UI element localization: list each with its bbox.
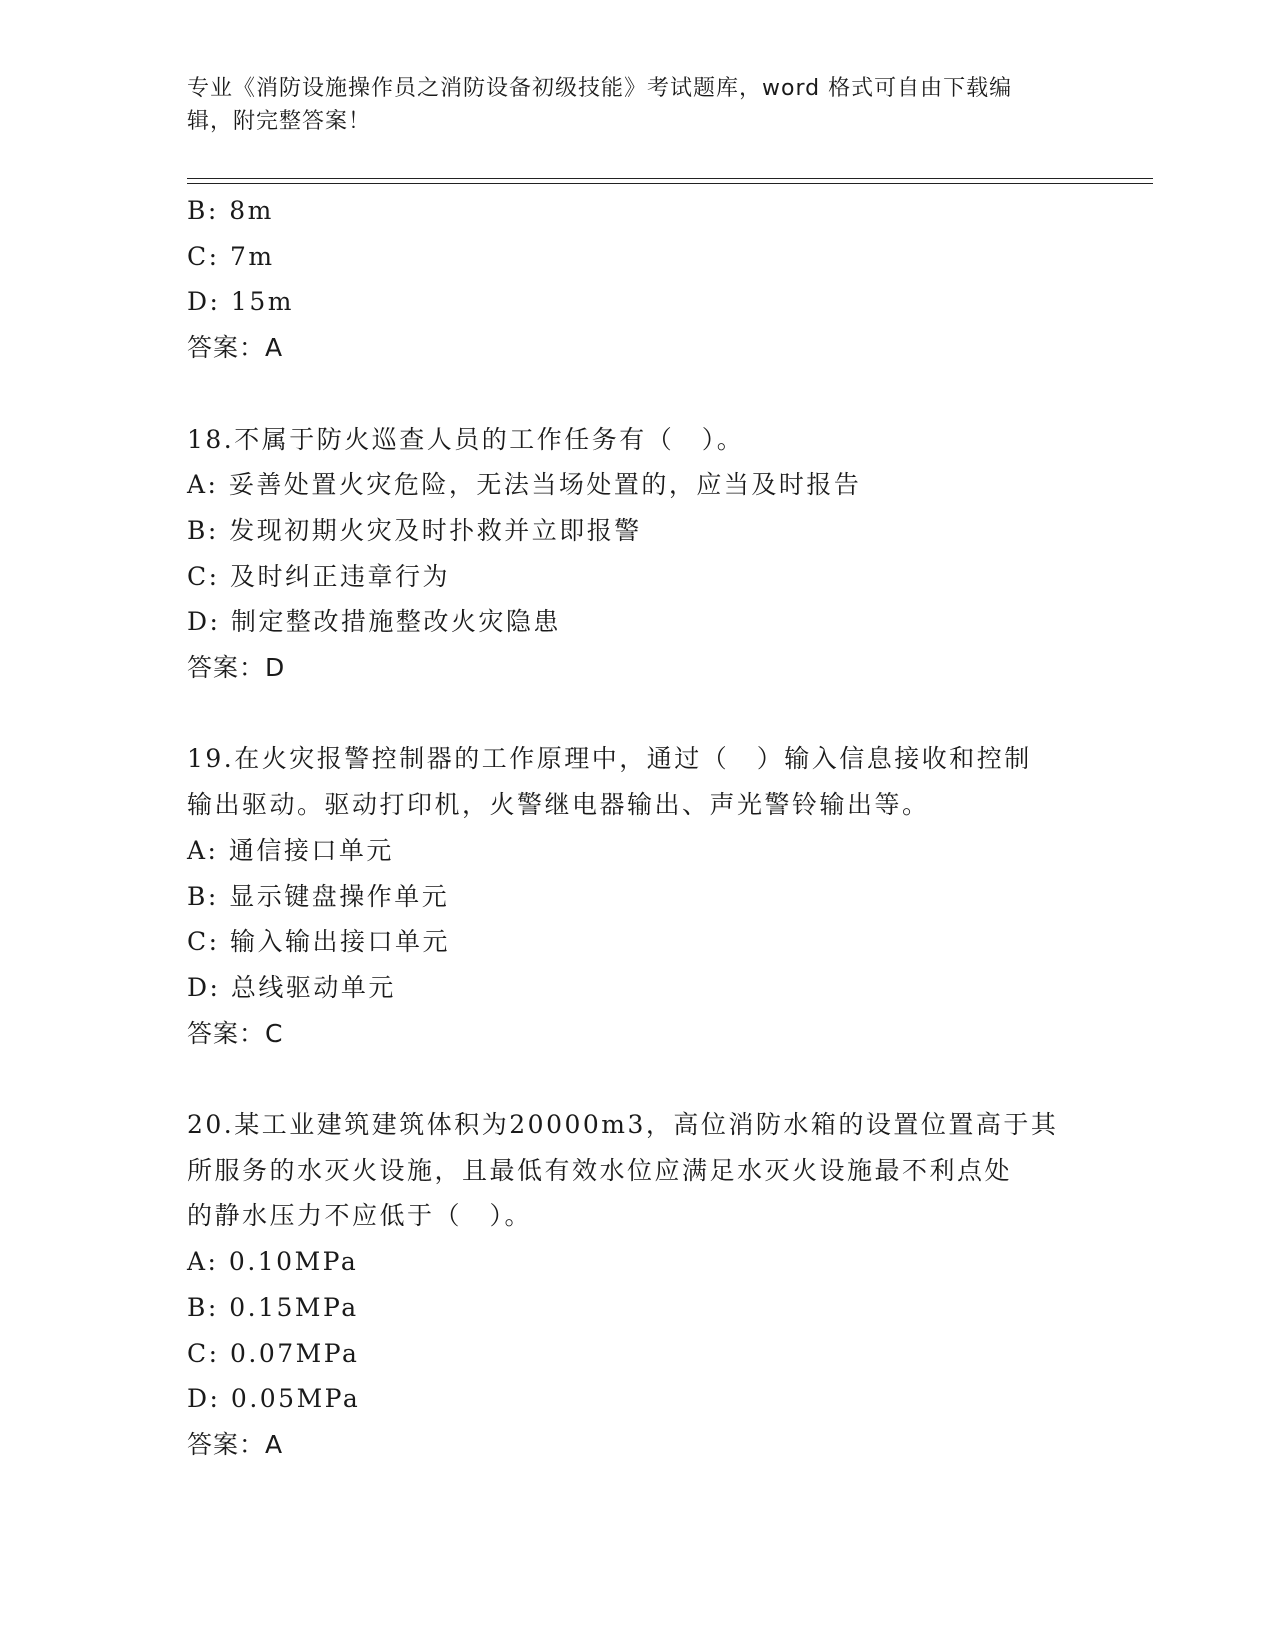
header-line-1: 专业《消防设施操作员之消防设备初级技能》考试题库，word 格式可自由下载编	[187, 76, 1013, 101]
question-20	[187, 1102, 1087, 1468]
answer-line: 答案：D	[187, 653, 286, 683]
spacer	[187, 1056, 1087, 1102]
question-17-tail	[187, 188, 1087, 371]
spacer	[187, 371, 1087, 417]
question-list	[187, 188, 1087, 1468]
option-a: A: 妥善处置火灾危险，无法当场处置的，应当及时报告	[187, 470, 862, 500]
option-a: A: 通信接口单元	[187, 835, 394, 865]
option-a: A: 0.10MPa	[187, 1247, 359, 1277]
option-b: B: 发现初期火灾及时扑救并立即报警	[187, 515, 642, 545]
option-d: D: 总线驱动单元	[187, 972, 396, 1002]
question-stem-cont: 输出驱动。驱动打印机，火警继电器输出、声光警铃输出等。	[187, 790, 930, 820]
option-c: C: 及时纠正违章行为	[187, 561, 450, 591]
option-b: B: 8m	[187, 196, 274, 225]
option-d: D: 0.05MPa	[187, 1384, 361, 1414]
option-c: C: 0.07MPa	[187, 1338, 360, 1368]
header-line-2: 辑，附完整答案！	[187, 109, 372, 134]
header-rule-top	[187, 178, 1153, 179]
question-stem-cont: 的静水压力不应低于（ ）。	[187, 1201, 533, 1231]
option-c: C: 输入输出接口单元	[187, 927, 450, 957]
question-stem-cont: 所服务的水灭火设施，且最低有效水位应满足水灭火设施最不利点处	[187, 1155, 1013, 1185]
answer-line: 答案：C	[187, 1018, 284, 1048]
question-stem: 20.某工业建筑建筑体积为20000m3，高位消防水箱的设置位置高于其	[187, 1110, 1059, 1140]
spacer	[187, 691, 1087, 737]
answer-line: 答案：A	[187, 1429, 284, 1459]
option-d: D: 15m	[187, 287, 294, 317]
header-rule-bottom	[187, 183, 1153, 184]
option-b: B: 0.15MPa	[187, 1292, 359, 1322]
option-c: C: 7m	[187, 241, 275, 271]
question-18	[187, 417, 1087, 691]
question-19	[187, 736, 1087, 1056]
option-d: D: 制定整改措施整改火灾隐患	[187, 607, 561, 637]
question-stem: 18.不属于防火巡查人员的工作任务有（ ）。	[187, 424, 745, 454]
option-b: B: 显示键盘操作单元	[187, 881, 450, 911]
document-header	[187, 72, 1067, 138]
question-stem: 19.在火灾报警控制器的工作原理中，通过（ ）输入信息接收和控制	[187, 744, 1032, 774]
answer-line: 答案：A	[187, 333, 284, 363]
